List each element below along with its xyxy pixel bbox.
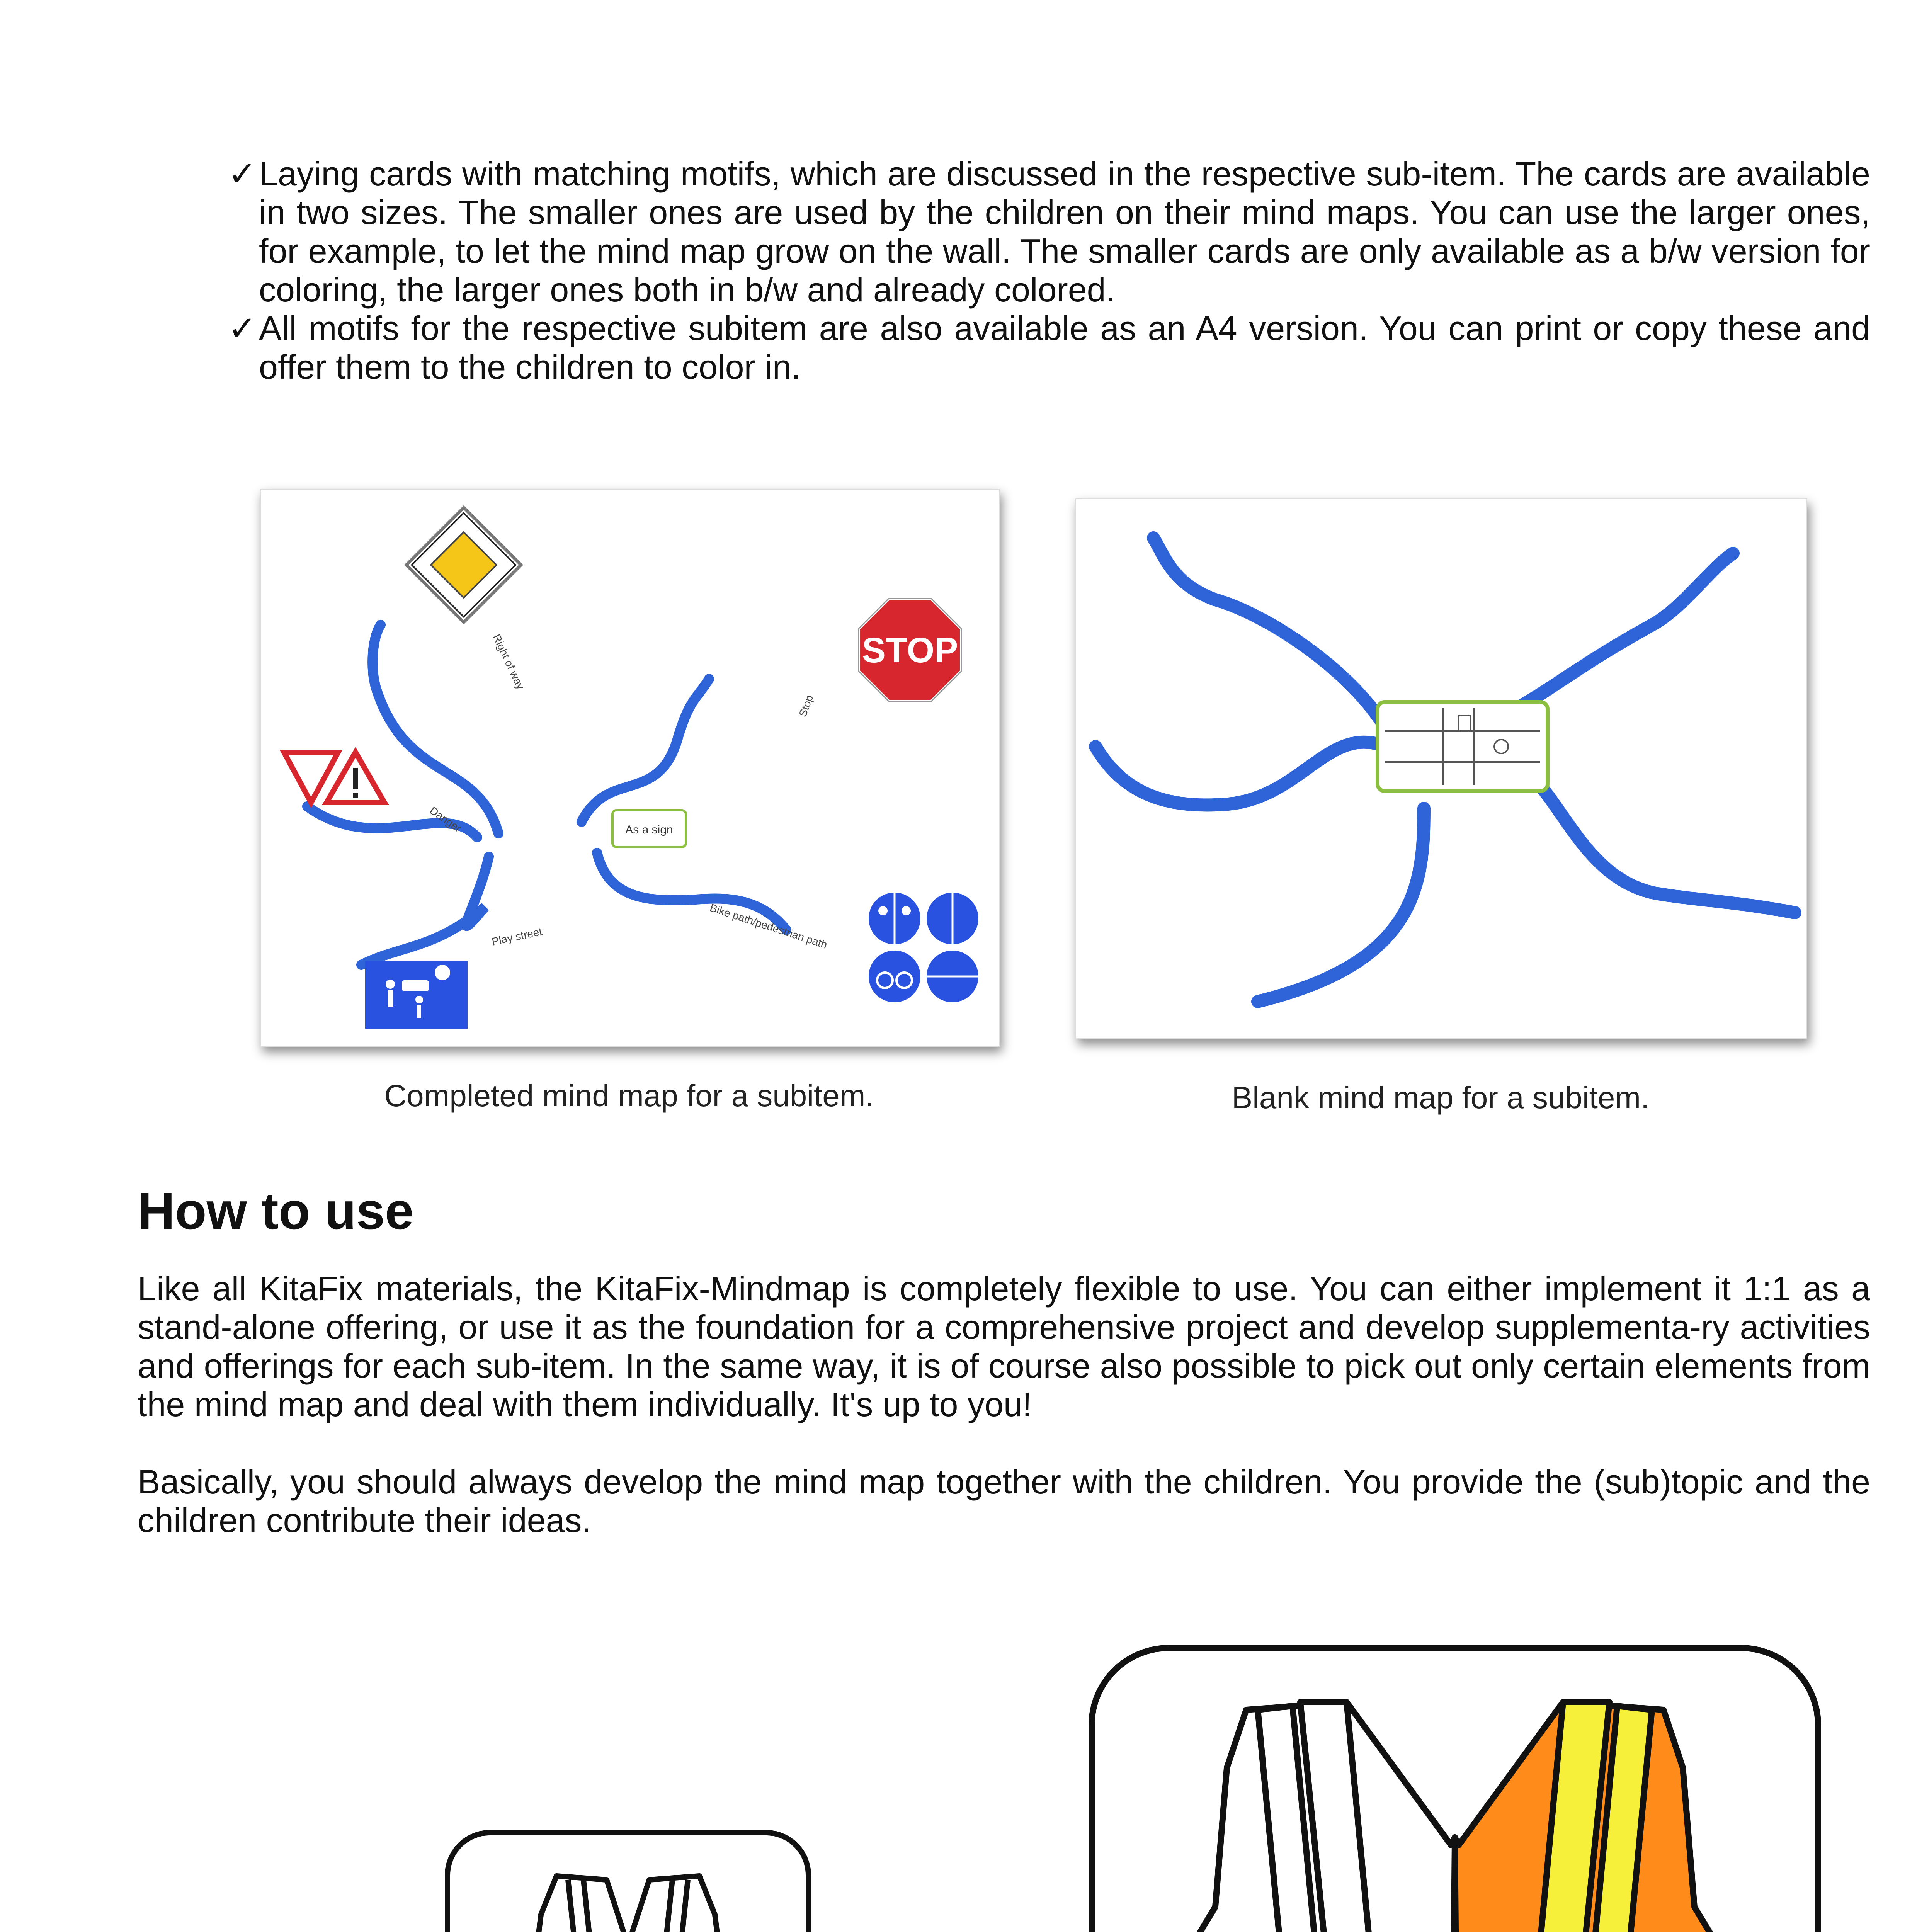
bullet-text: All motifs for the respective subitem are also available as an A4 version. You can print or copy these and offer them to the children to color in. <box>259 309 1870 386</box>
blank-branch-top-right <box>1511 553 1733 712</box>
large-laying-card <box>1088 1644 1822 1932</box>
blank-mindmap-drawing <box>1076 499 1806 1038</box>
large-vest-drawing <box>1088 1644 1822 1932</box>
check-icon: ✓ <box>228 155 257 193</box>
bullet-item-a4-motifs <box>228 309 1870 386</box>
play-street-sign-icon <box>365 961 468 1029</box>
right-of-way-sign-icon <box>407 508 521 622</box>
completed-mindmap-figure <box>260 489 1000 1047</box>
bullet-text: Laying cards with matching motifs, which are discussed in the respective sub-item. The cards are available in two sizes. The smaller ones are used by the children on their mind maps. You can use the larger ones, for example, to let the mind map grow on the wall. The smaller cards are only available as a b/w version for coloring, the larger ones both in b/w and already colored. <box>259 155 1870 309</box>
bullet-item-laying-cards <box>228 155 1870 309</box>
completed-mindmap-caption: Completed mind map for a subitem. <box>384 1078 874 1113</box>
check-icon: ✓ <box>228 309 257 347</box>
branch-right-of-way <box>373 625 498 833</box>
branch-label-right-of-way: Right of way <box>490 632 527 692</box>
small-vest-drawing <box>444 1830 811 1932</box>
stop-sign-label: STOP <box>862 631 958 670</box>
blank-mindmap-caption: Blank mind map for a subitem. <box>1232 1080 1650 1115</box>
blank-branch-bottom <box>1258 808 1424 1002</box>
small-card-border <box>447 1833 808 1932</box>
blank-branch-right <box>1513 762 1795 913</box>
branch-play-street <box>361 857 489 965</box>
completed-mindmap-drawing <box>261 490 999 1046</box>
paragraph-flexible-use: Like all KitaFix materials, the KitaFix-Mindmap is completely flexible to use. You can either implement it 1:1 as a stand-alone offering, or use it as the foundation for a comprehensive project and develop supplementa-ry activities and offerings for each sub-item. In the same way, it is of course also possible to pick out only certain elements from the mind map and deal with them individually. It's up to you! <box>138 1269 1870 1423</box>
stop-sign-icon <box>859 599 961 701</box>
blank-branch-left <box>1095 742 1385 805</box>
small-laying-card <box>444 1830 811 1932</box>
branch-label-danger: Danger <box>427 804 464 835</box>
paragraph-develop-together: Basically, you should always develop the mind map together with the children. You provide the (sub)topic and the children contribute their ideas. <box>138 1463 1870 1539</box>
branch-label-stop: Stop <box>796 693 816 719</box>
branch-label-bike-path: Bike path/pedestrian path <box>708 901 829 951</box>
blank-branch-top-left <box>1153 538 1387 731</box>
intro-bullet-list <box>228 155 1870 386</box>
branch-stop <box>582 679 709 822</box>
center-node-label: As a sign <box>625 823 673 836</box>
branch-label-play-street: Play street <box>490 925 543 948</box>
blank-mindmap-figure <box>1075 498 1807 1039</box>
bike-pedestrian-signs-icon <box>867 891 980 1003</box>
section-heading: How to use <box>138 1182 414 1240</box>
